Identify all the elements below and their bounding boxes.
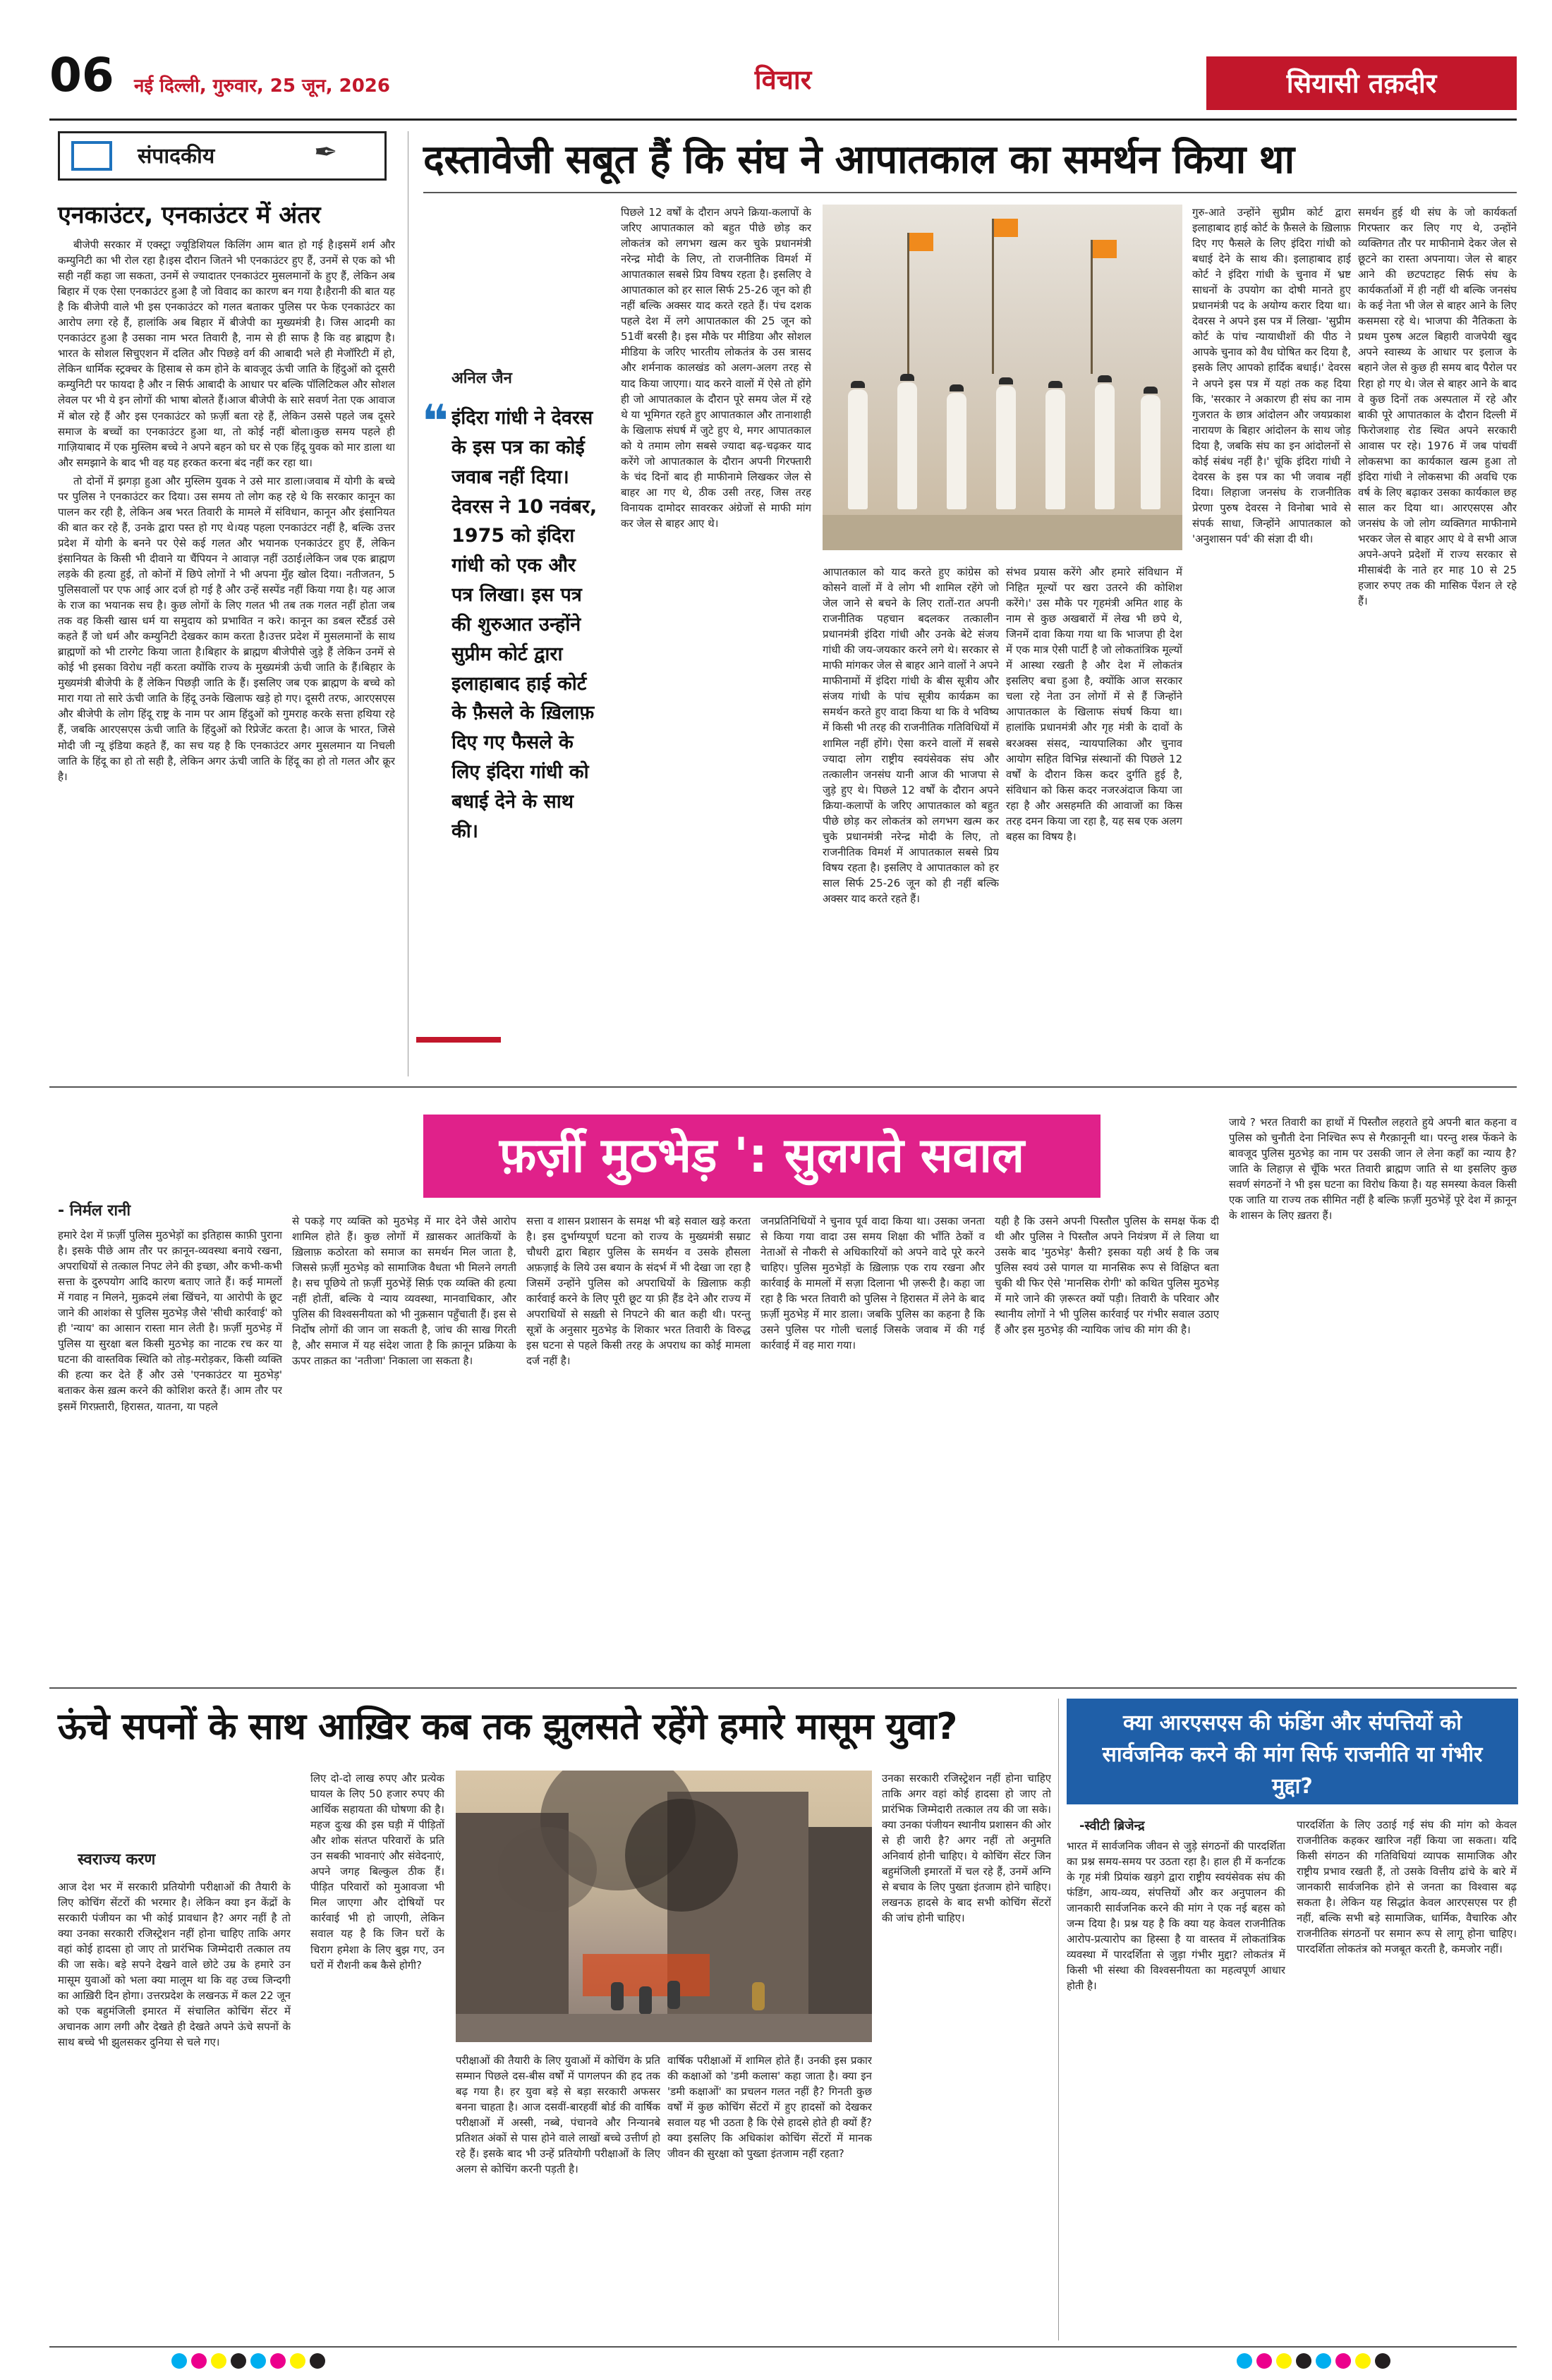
youth-column-2: लिए दो-दो लाख रुपए और प्रत्येक घायल के लिए 50 हजार रुपए की आर्थिक सहायता की घोषणा की है। महज दुःख की इस घड़ी में पीड़ितों और शोक संतप्त परिवारों के प्रति उन सबकी भावनाएं और संवेदनाएं, अपने जगह बिल्कुल ठीक हैं। पीड़ित परिवारों को मुआवजा भी मिल जाएगा और दोषियों पर कार्रवाई भी हो जाएगी, लेकिन सवाल यह है कि जिन घरों के चिराग हमेशा के लिए बुझ गए, उन घरों में रौशनी कब कैसे होगी? — [310, 1772, 444, 1972]
encounter-column-1: हमारे देश में फ़र्ज़ी पुलिस मुठभेड़ों का इतिहास काफ़ी पुराना है। इसके पीछे आम तौर पर क़ानून-व्यवस्था बनाये रखना, अपराधियों से तत्काल निपट लेने की इच्छा, और कभी-कभी सत्ता के दुरुपयोग आदि कारण बताए जाते हैं। कई मामलों में गवाह न मिलने, मुक़दमे लंबा खिंचने, या आरोपी के छूट जाने की आशंका से पुलिस मुठभेड़ जैसे 'सीधी कार्रवाई' को ही 'न्याय' का आसान रास्ता मान लेती है। फ़र्ज़ी मुठभेड़ में पुलिस या सुरक्षा बल किसी मुठभेड़ का नाटक रच कर या घटना की वास्तविक स्थिति को तोड़-मरोड़कर, किसी व्यक्ति की हत्या कर देते हैं और उसे 'एनकाउंटर या मुठभेड़' बताकर केस ख़त्म करने की कोशिश करते हैं। आम तौर पर इसमें गिरफ़्तारी, हिरासत, यातना, या पहले — [58, 1229, 282, 1413]
encounter-column-3: सत्ता व शासन प्रशासन के समक्ष भी बड़े सवाल खड़े करता है। इस दुर्भाग्यपूर्ण घटना को राज्य के मुख्यमंत्री सम्राट चौधरी द्वारा बिहार पुलिस के समर्थन व उसके हौसला अफ़ज़ाई के लिये उस बयान के संदर्भ में भी देखा जा रहा है जिसमें उन्होंने पुलिस को अपराधियों के ख़िलाफ़ कड़ी कार्रवाई करने के लिए पूरी छूट या फ़्री हैंड देने और राज्य में अपराधियों से सख़्ती से निपटने की बात कही थी। परन्तु सूत्रों के अनुसार मुठभेड़ के शिकार भरत तिवारी के विरुद्ध इस घटना से पहले किसी तरह के अपराध का कोई मामला दर्ज नहीं है। — [526, 1215, 751, 1368]
registration-dot — [171, 2353, 187, 2369]
editorial-body: बीजेपी सरकार में एक्स्ट्रा ज्यूडिशियल किलिंग आम बात हो गई है।इसमें शर्म और कम्युनिटी का भी रोल रहा है।इस दौरान जितने भी एनकाउंटर हुए हैं, उनमें से एक को भी सही नहीं कहा जा सकता, उनमें से ज्यादातर एनकाउंटर मुसलमानों के हुए हैं, लेकिन अब बिहार में एक ऐसा एनकाउंटर हुआ है जो विवाद का कारण बन गया है।हैरानी की बात यह है कि बीजेपी वाले भी इस एनकाउंटर को गलत बताकर पुलिस पर फेक एनकाउंटर का आरोप लगा रहे हैं, हालांकि अब बिहार में बीजेपी का मुख्यमंत्री है। जिस आदमी का एनकाउंटर हुआ है उसका नाम भरत तिवारी है, नाम से ही साफ है कि वह ब्राह्मण है। भारत के सोशल सिचुएशन में दलित और पिछड़े वर्ग की आबादी भले ही मेजॉरिटी में हो, लेकिन धार्मिक स्ट्रक्चर के हिसाब से कम होने के बावजूद ऊंची जाति के हिंदुओं को दूसरी कम्युनिटी पर फायदा है और न सिर्फ आबादी के आधार पर बल्कि पॉलिटिकल और सोशल लेवल पर भी ये इन लोगों की भाषा बोलते हैं।आज बीजेपी के सारे सवर्ण नेता एक आवाज में बोल रहे हैं और इस एनकाउंटर को फ़र्ज़ी बता रहे हैं, लेकिन उससे पहले जब दूसरे समाज के बच्चों का एनकाउंटर हुआ था, तो कोई नहीं बोला।कुछ समय पहले ही गाज़ियाबाद में एक मुस्लिम बच्चे ने अपने बहन को घर से एक हिंदू युवक को मार डाला था और समझाने के बाद भी वह यह हरकत करना बंद नहीं कर रहा था। तो दोनों में झगड़ा हुआ और मुस्लिम युवक ने उसे मार डाला।जवाब में योगी के बच्चे पर पुलिस ने एनकाउंटर कर दिया। उस समय तो लोग कह रहे थे कि सरकार कानून का पालन कर रही है, लेकिन अब भरत तिवारी के मामले में संविधान, कानून और इंसानियत की बात कर रहे हैं, उनके द्वारा पस्त हो गए थे।यह पहला एनकाउंटर नहीं है, बल्कि उत्तर प्रदेश में योगी के बनने पर ऐसे कई गलत और भयानक एनकाउंटर हुए हैं, लेकिन इंसानियत के किसी भी दीवाने या चैंपियन ने आवाज़ नहीं उठाई।लेकिन जब एक ब्राह्मण लड़के की हत्या हुई, तो कोनों में छिपे लोगों ने भी अपना मुँह खोल दिया। नतीजतन, 5 पुलिसवालों पर एफ आई आर दर्ज हो गई है और उन्हें सस्पेंड नहीं किया गया है। यह आज के राज का भयानक सच है। कुछ लोगों के लिए गलत भी तब तक गलत नहीं होता जब तक वह किसी खास धर्म या समुदाय को प्रभावित न करे। कानून का डबल स्टैंडर्ड उसे कहते हैं जो धर्म और कम्युनिटी देखकर काम करता है।उत्तर प्रदेश में मुसलमानों के साथ ब्राह्मणों को भी टारगेट किया जाता है।बिहार के ब्राह्मण बीजेपीसे जुड़े हैं लेकिन उनमें से कोई भी इसका विरोध नहीं करता क्योंकि राज्य के मुख्यमंत्री ऊंची जाति के हैं।बिहार के मुख्यमंत्री बीजेपी के हैं लेकिन पिछड़ी जाति के हैं। इसलिए जब एक ब्राह्मण के बच्चे को मारा गया तो सारे ऊंची जाति के हिंदू उनके खिलाफ खड़े हो गए। दूसरी तरफ, आरएसएस और बीजेपी के लोग हिंदू राष्ट्र के नाम पर आम हिंदुओं को गुमराह करके सत्ता हथिया रहे हैं, जबकि आरएसएस ऊंची जाति के हिंदुओं को रिप्रेजेंट करता है। आज के भारत, जिसे मोदी जी न्यू इंडिया कहते हैं, का सच यह है कि एनकाउंटर अगर मुसलमान या निचली जाति के हिंदू का हो तो सही है, लेकिन अगर ऊंची जाति के हिंदू का हो तो गलत और क्रूर है। — [58, 238, 395, 783]
encounter-column-4: जनप्रतिनिधियों ने चुनाव पूर्व वादा किया था। उसका जनता से किया गया वादा उस समय शिक्षा की भाँति ठेकों व नेताओं से नौकरी से अधिकारियों को अपने वादे पूरे करने चाहिए। पुलिस मुठभेड़ों के ख़िलाफ़ एक राय रखना और कार्रवाई के मामलों में सज़ा दिलाना भी ज़रूरी है। कहा जा रहा है कि भरत तिवारी को पुलिस ने हिरासत में लेने के बाद फ़र्ज़ी मुठभेड़ में मार डाला। जबकि पुलिस का कहना है कि उसने पुलिस पर गोली चलाई जिसके जवाब में की गई कार्रवाई में वह मारा गया। — [760, 1215, 985, 1352]
registration-dot — [290, 2353, 305, 2369]
header-rule — [49, 119, 1517, 121]
registration-dot — [1256, 2353, 1272, 2369]
column-divider — [1058, 1699, 1059, 2340]
registration-dot — [1375, 2353, 1390, 2369]
pull-accent — [416, 1037, 501, 1043]
editorial-headline: एनकाउंटर, एनकाउंटर में अंतर — [58, 201, 321, 229]
youth-column-1: आज देश भर में सरकारी प्रतियोगी परीक्षाओं की तैयारी के लिए कोचिंग सेंटरों की भरमार है। लेकिन क्या इन केंद्रों के सरकारी पंजीयन का भी कोई प्रावधान है? अगर नहीं है तो क्या उनका सरकारी रजिस्ट्रेशन नहीं होना चाहिए ताकि अगर वहां कोई हादसा हो जाए तो प्रारंभिक जिम्मेदारी तत्काल तय की जा सके। बड़े सपने देखने वाले छोटे उम्र के हमारे उन मासूम युवाओं को भला क्या मालूम था कि वह उच्च जिन्दगी का आख़िरी दिन होगा। उत्तरप्रदेश के लखनऊ में कल 22 जून को एक बहुमंजिली इमारत में संचालित कोचिंग सेंटर में अचानक आग लगी और देखते ही देखते अपने ऊंचे सपनों के साथ बच्चे भी झुलसकर दुनिया से चले गए। — [58, 1881, 291, 2049]
rss-headline-box — [1067, 1699, 1518, 1804]
lead-column-2: आपातकाल को याद करते हुए कांग्रेस को कोसने वालों में वे लोग भी शामिल रहेंगे जो जेल जाने से बचने के लिए रातों-रात अपनी राजनीतिक पहचान बदलकर तत्कालीन प्रधानमंत्री इंदिरा गांधी और उनके बेटे संजय गांधी की जय-जयकार करने लगे थे। सरकार से माफी मांगकर जेल से बाहर आने वालों ने अपने माफीनामों में इंदिरा गांधी के बीस सूत्रीय और संजय गांधी के पांच सूत्रीय कार्यक्रम का समर्थन करते हुए वादा किया था कि वे भविष्य में किसी भी तरह की राजनीतिक गतिविधियों में शामिल नहीं होंगे। ऐसा करने वालों में सबसे ज्यादा लोग राष्ट्रीय स्वयंसेवक संघ और तत्कालीन जनसंघ यानी आज की भाजपा से जुड़े हुए थे। पिछले 12 वर्षों के दौरान अपने क्रिया-कलापों के जरिए आपातकाल को बहुत पीछे छोड़ कर लोकतंत्र को लगभग खत्म कर चुके प्रधानमंत्री नरेन्द्र मोदी के लिए, तो राजनीतिक विमर्श में आपातकाल सबसे प्रिय विषय रहता है। इसलिए वे आपातकाल को हर साल सिर्फ 25-26 जून को ही नहीं बल्कि अक्सर याद करते रहते हैं। — [823, 566, 999, 905]
color-registration-marks-right — [1235, 2353, 1393, 2372]
coaching-fire-photo — [456, 1771, 872, 2042]
registration-dot — [1355, 2353, 1371, 2369]
encounter-column-6: जाये ? भरत तिवारी का हाथों में पिस्तौल लहराते हुये अपनी बात कहना व पुलिस को चुनौती देना निश्चित रूप से गैरक़ानूनी था। परन्तु शस्त्र फेंकने के बावजूद पुलिस मुठभेड़ का नाम पर उसकी जान ले लेना कहाँ का न्याय है? जाति के लिहाज़ से चूँकि भरत तिवारी ब्राह्मण जाति से था इसलिए कुछ सवर्ण संगठनों ने भी इस घटना का विरोध किया है। यह समस्या केवल किसी एक जाति या राज्य तक सीमित नहीं है बल्कि फ़र्ज़ी मुठभेड़ें पूरे देश में क़ानून के शासन के लिए ख़तरा हैं। — [1229, 1116, 1517, 1222]
lead-byline: अनिल जैन — [451, 370, 512, 387]
registration-dot — [250, 2353, 266, 2369]
registration-dot — [1276, 2353, 1292, 2369]
mid-rule — [49, 1086, 1517, 1088]
editorial-icon — [71, 141, 112, 171]
registration-dot — [191, 2353, 207, 2369]
page-number: 06 — [49, 48, 114, 102]
rss-byline: -स्वीटी ब्रिजेन्द्र — [1079, 1819, 1145, 1833]
pen-icon: ✒ — [314, 136, 338, 169]
encounter-column-5: यही है कि उसने अपनी पिस्तौल पुलिस के समक्ष फेंक दी थी और पुलिस ने पिस्तौल अपने नियंत्रण में ले लिया था उसके बाद 'मुठभेड़' कैसी? इसका यही अर्थ है कि जब पुलिस स्वयं उसे पागल या मानसिक रूप से विक्षिप्त बता चुकी थी फिर ऐसे 'मानसिक रोगी' को कथित पुलिस मुठभेड़ में मारे जाने की ज़रूरत क्यों पड़ी। तिवारी के परिवार और स्थानीय लोगों ने भी पुलिस कार्रवाई पर गंभीर सवाल उठाए हैं और इस मुठभेड़ की न्यायिक जांच की मांग की है। — [995, 1215, 1219, 1337]
lead-column-1: पिछले 12 वर्षों के दौरान अपने क्रिया-कलापों के जरिए आपातकाल को बहुत पीछे छोड़ कर लोकतंत्र को लगभग खत्म कर चुके प्रधानमंत्री नरेन्द्र मोदी के लिए, तो राजनीतिक विमर्श में आपातकाल सबसे प्रिय विषय रहता है। इसलिए वे आपातकाल को हर साल सिर्फ 25-26 जून को ही नहीं बल्कि अक्सर याद करते रहते हैं। पंच दशक पहले देश में लगे आपातकाल की 25 जून को 51वीं बरसी है। इस मौके पर मीडिया और सोशल मीडिया के जरिए भारतीय लोकतंत्र के उस त्रासद और शर्मनाक कालखंड को अलग-अलग तरह से याद किया जाएगा। याद करने वालों में ऐसे तो होंगे ही जो आपातकाल के दौरान पूरे समय जेल में रहे थे या भूमिगत रहते हुए आपातकाल और तानाशाही के खिलाफ संघर्ष में जुटे हुए थे, मगर आपातकाल को ये तमाम लोग सबसे ज्यादा बढ़-चढ़कर याद करेंगे जो आपातकाल के दौरान अपनी गिरफ्तारी के चंद दिनों बाद ही माफीनामे लिखकर जेल से बाहर आ गए थे, ठीक उसी तरह, जिस तरह विनायक दामोदर सावरकर अंग्रेजों से माफी मांग कर जेल से बाहर आए थे। — [621, 206, 811, 530]
youth-headline: ऊंचे सपनों के साथ आख़िर कब तक झुलसते रहेंगे हमारे मासूम युवा? — [58, 1706, 957, 1748]
lead-pull-quote: इंदिरा गांधी ने देवरस के इस पत्र का कोई जवाब नहीं दिया। देवरस ने 10 नवंबर, 1975 को इंदिरा गांधी को एक और पत्र लिखा। इस पत्र की शुरुआत उन्होंने सुप्रीम कोर्ट द्वारा इलाहाबाद हाई कोर्ट के फ़ैसले के ख़िलाफ़ दिए गए फैसले के लिए इंदिरा गांधी को बधाई देने के साथ की। — [451, 407, 598, 842]
footer-rule — [49, 2346, 1517, 2348]
youth-column-3: परीक्षाओं की तैयारी के लिए युवाओं में कोचिंग के प्रति सम्मान पिछले दस-बीस वर्षों में पागलपन की हद तक बढ़ गया है। हर युवा बड़े से बड़ा सरकारी अफसर बनना चाहता है। आज दसवीं-बारहवीं बोर्ड की वार्षिक परीक्षाओं में अस्सी, नब्बे, पंचानवे और निन्यानबे प्रतिशत अंकों से पास होने वाले लाखों बच्चे उत्तीर्ण हो रहे हैं। इसके बाद भी उन्हें प्रतियोगी परीक्षाओं के लिए अलग से कोचिंग करनी पड़ती है। — [456, 2054, 660, 2176]
section-banner: सियासी तक़दीर — [1206, 56, 1517, 110]
registration-dot — [211, 2353, 226, 2369]
youth-column-4: वार्षिक परीक्षाओं में शामिल होते हैं। उनकी इस प्रकार की कक्षाओं को 'डमी कलास' कहा जाता है। क्या इन 'डमी कक्षाओं' का प्रचलन गलत नहीं है? गिनती कुछ वर्षों में कुछ कोचिंग सेंटरों में हुए हादसों को देखकर सवाल यह भी उठता है कि ऐसे हादसे होते ही क्यों हैं? क्या इसलिए कि अधिकांश कोचिंग सेंटरों में मानक जीवन की सुरक्षा को पुख्ता इंतजाम नहीं रहता? — [667, 2054, 872, 2161]
encounter-headline-banner — [423, 1115, 1101, 1198]
registration-dot — [231, 2353, 246, 2369]
rss-column-1: भारत में सार्वजनिक जीवन से जुड़े संगठनों की पारदर्शिता का प्रश्न समय-समय पर उठता रहा है। हाल ही में कर्नाटक के गृह मंत्री प्रियांक खड़गे द्वारा राष्ट्रीय स्वयंसेवक संघ की फंडिंग, आय-व्यय, संपत्तियों और कर अनुपालन की जानकारी सार्वजनिक करने की मांग ने एक नई बहस को जन्म दिया है। प्रश्न यह है कि क्या यह केवल राजनीतिक आरोप-प्रत्यारोप का हिस्सा है या वास्तव में लोकतांत्रिक व्यवस्था में पारदर्शिता से जुड़ा गंभीर मुद्दा? लोकतंत्र में किसी भी संस्था की विश्वसनीयता का महत्वपूर्ण आधार होती है। — [1067, 1840, 1285, 1993]
dateline: नई दिल्ली, गुरुवार, 25 जून, 2026 — [134, 75, 390, 97]
editorial-label: संपादकीय — [138, 144, 215, 169]
youth-column-5: उनका सरकारी रजिस्ट्रेशन नहीं होना चाहिए ताकि अगर वहां कोई हादसा हो जाए तो प्रारंभिक जिम्मेदारी तत्काल तय की जा सके। क्या उनका पंजीयन स्थानीय प्रशासन की ओर से ही जारी है? अगर नहीं तो अनुमति अनिवार्य होनी चाहिए। ये कोचिंग सेंटर जिन बहुमंजिली इमारतों में चल रहे हैं, उनमें अग्नि से बचाव के लिए पुख्ता इंतजाम होने चाहिए। लखनऊ हादसे के बाद सभी कोचिंग सेंटरों की जांच होनी चाहिए। — [882, 1772, 1051, 1925]
rss-headline: क्या आरएसएस की फंडिंग और संपत्तियों को सार्वजनिक करने की मांग सिर्फ राजनीति या गंभीर मुद्दा? — [1102, 1711, 1483, 1799]
registration-dot — [310, 2353, 325, 2369]
lead-column-5: समर्थन हुई थी संघ के जो कार्यकर्ता गिरफ्तार कर लिए गए थे, उन्होंने व्यक्तिगत तौर पर माफीनामे देकर जेल से छूटने का रास्ता अपनाया। जेल से बाहर आने की छटपटाहट सिर्फ संघ के कार्यकर्ताओं में ही नहीं थी बल्कि जनसंघ के कई नेता भी जेल से बाहर आने के लिए कसमसा रहे थे। भाजपा की नैतिकता के प्रथम पुरुष अटल बिहारी वाजपेयी खुद अपने स्वास्थ्य के आधार पर इलाज के बहाने जेल से कुछ ही समय बाद पैरोल पर रिहा हो गए थे। जेल से बाहर आने के बाद वे कुछ दिनों तक अस्पताल में रहे और बाकी पूरे आपातकाल के दौरान दिल्ली में फिरोजशाह रोड स्थित अपने सरकारी आवास पर रहे। 1976 में जब पांचवीं लोकसभा का कार्यकाल खत्म हुआ तो इंदिरा गांधी ने लोकसभा की अवधि एक वर्ष के लिए बढ़ाकर उसका कार्यकाल छह साल कर दिया था। आरएसएस और जनसंघ के जो लोग व्यक्तिगत माफीनामे भरकर जेल से बाहर आए थे वे सभी आज अपने-अपने प्रदेशों में राज्य सरकार से मीसाबंदी के नाते हर माह 10 से 25 हजार रुपए तक की मासिक पेंशन ले रहे हैं। — [1358, 206, 1517, 608]
registration-dot — [1316, 2353, 1331, 2369]
encounter-column-2: से पकड़े गए व्यक्ति को मुठभेड़ में मार देने जैसे आरोप शामिल होते हैं। कुछ लोगों में ख़ासकर आतंकियों के ख़िलाफ़ कठोरता को समाज का समर्थन मिल जाता है, जिससे फ़र्ज़ी मुठभेड़ को सामाजिक वैधता भी मिलने लगती है। सच पूछिये तो फ़र्ज़ी मुठभेड़ें सिर्फ़ एक व्यक्ति की हत्या नहीं होतीं, बल्कि ये न्याय व्यवस्था, मानवाधिकार, और पुलिस की विश्वसनीयता को भी नुक़सान पहुँचाती हैं। इस से निर्दोष लोगों की जान जा सकती है, जांच की साख गिरती है, और समाज में यह संदेश जाता है कि क़ानून प्रक्रिया के ऊपर ताक़त का 'नतीजा' निकाला जा सकता है। — [292, 1215, 516, 1368]
registration-dot — [1296, 2353, 1311, 2369]
registration-dot — [1335, 2353, 1351, 2369]
youth-byline: स्वराज्य करण — [78, 1851, 156, 1869]
lead-column-3: संभव प्रयास करेंगे और हमारे संविधान में निहित मूल्यों पर खरा उतरने की कोशिश करेंगे।' उस मौके पर गृहमंत्री अमित शाह के नाम से कुछ अखबारों में लेख भी छपे थे, जिनमें दावा किया गया था कि भाजपा ही देश में एक मात्र ऐसी पार्टी है जो लोकतांत्रिक मूल्यों में आस्था रखती है और देश में लोकतंत्र इसलिए बचा हुआ है, क्योंकि आज सरकार चला रहे नेता उन लोगों में से हैं जिन्होंने आपातकाल के खिलाफ संघर्ष किया था। हालांकि प्रधानमंत्री और गृह मंत्री के दावों के बरअक्स संसद, न्यायपालिका और चुनाव आयोग सहित विभिन्न संस्थानों की पिछले 12 वर्षों के दौरान किस कदर दुर्गति हुई है, संविधान को किस कदर नजरअंदाज किया जा रहा है और असहमति की आवाजों का किस तरह दमन किया जा रहा है, यह सब एक अलग बहस का विषय है। — [1006, 566, 1182, 843]
lower-rule — [49, 1687, 1517, 1689]
rss-column-2: पारदर्शिता के लिए उठाई गई संघ की मांग को केवल राजनीतिक कहकर खारिज नहीं किया जा सकता। यदि किसी संगठन की गतिविधियां व्यापक सामाजिक और राष्ट्रीय प्रभाव रखती हैं, तो उसके वित्तीय ढांचे के बारे में जानकारी सार्वजनिक होने से जनता का विश्वास बढ़ सकता है। लेकिन यह सिद्धांत केवल आरएसएस पर ही नहीं, बल्कि सभी बड़े सामाजिक, धार्मिक, वैचारिक और राजनीतिक संगठनों पर समान रूप से लागू होना चाहिए। पारदर्शिता लोकतंत्र को मजबूत करती है, कमजोर नहीं। — [1297, 1819, 1517, 1956]
encounter-byline: - निर्मल रानी — [58, 1202, 131, 1220]
lead-rule — [423, 192, 1517, 193]
registration-dot — [270, 2353, 286, 2369]
encounter-headline: फ़र्ज़ी मुठभेड़ ': सुलगते सवाल — [499, 1128, 1025, 1184]
quote-icon: ❝ — [422, 396, 449, 448]
editorial-tag — [58, 131, 387, 181]
lead-headline: दस्तावेजी सबूत हैं कि संघ ने आपातकाल का समर्थन किया था — [423, 137, 1295, 183]
lead-column-4: गुरु-आते उन्होंने सुप्रीम कोर्ट द्वारा इलाहाबाद हाई कोर्ट के फ़ैसले के ख़िलाफ़ दिए गए फैसले के लिए इंदिरा गांधी को बधाई देने के साथ की। इलाहाबाद हाई कोर्ट ने इंदिरा गांधी के चुनाव में भ्रष्ट साधनों के उपयोग का दोषी मानते हुए प्रधानमंत्री पद के अयोग्य करार दिया था। देवरस ने अपने इस पत्र में लिखा- 'सुप्रीम कोर्ट के पांच न्यायाधीशों की पीठ ने आपके चुनाव को वैध घोषित कर दिया है, इसके लिए आपको हार्दिक बधाई।' देवरस ने अपने इस पत्र में यहां तक कह दिया कि, 'सरकार ने अकारण ही संघ का नाम गुजरात के छात्र आंदोलन और जयप्रकाश नारायण के बिहार आंदोलन के साथ जोड़ दिया है, जबकि संघ का इन आंदोलनों से कोई संबंध नहीं है।' चूंकि इंदिरा गांधी ने देवरस के इस पत्र का भी जवाब नहीं दिया। लिहाजा जनसंघ के राजनीतिक प्रेरणा पुरुष देवरस ने विनोबा भावे से संपर्क साधा, जिन्होंने आपातकाल को 'अनुशासन पर्व' की संज्ञा दी थी। — [1192, 206, 1351, 545]
section-title: विचार — [754, 64, 812, 95]
rss-march-photo — [823, 205, 1182, 550]
registration-dot — [1237, 2353, 1252, 2369]
color-registration-marks-left — [169, 2353, 327, 2372]
